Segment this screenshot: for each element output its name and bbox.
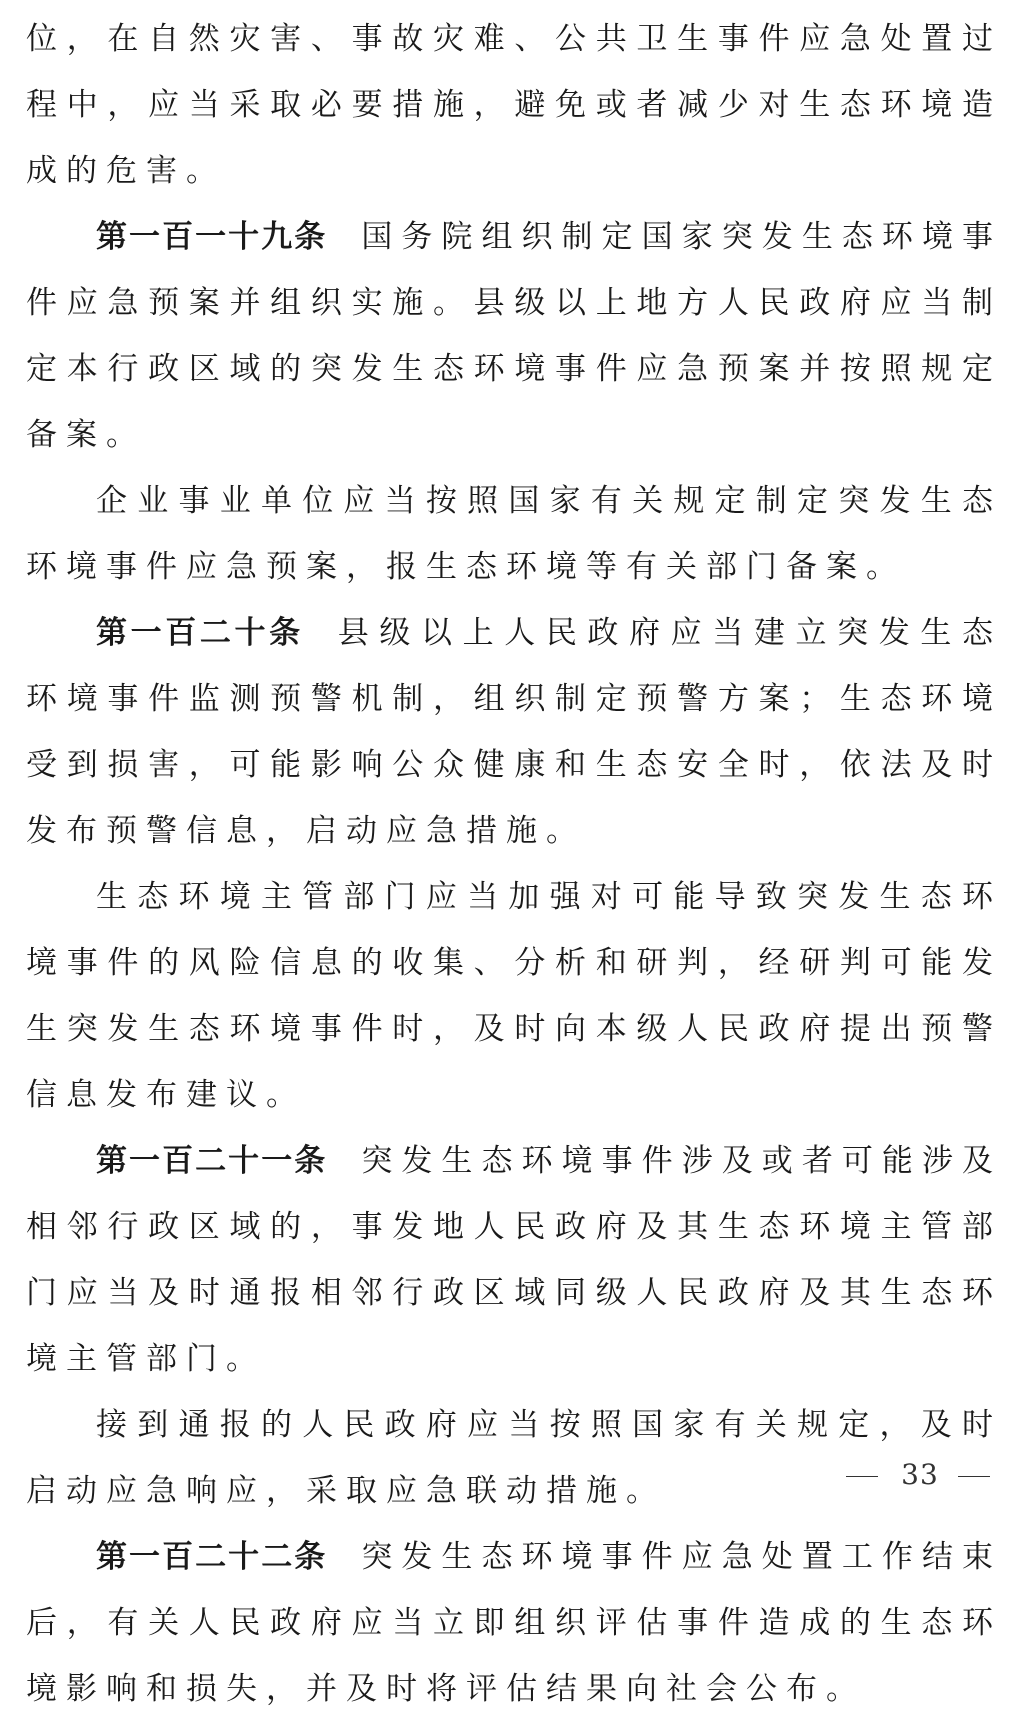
article-heading: 第一百二十条 [96,615,304,651]
article-119-paragraph-2 [26,468,1002,600]
article-heading: 第一百二十二条 [96,1539,328,1575]
paragraph-text: 县级以上人民政府应当建立突发生态环境事件监测预警机制，组织制定预警方案；生态环境受到损害，可能影响公众健康和生态安全时，依法及时发布预警信息，启动应急措施。 [26,615,1003,849]
paragraph-text: 突发生态环境事件涉及或者可能涉及相邻行政区域的，事发地人民政府及其生态环境主管部门应当及时通报相邻行政区域同级人民政府及其生态环境主管部门。 [26,1143,1003,1377]
paragraph-text: 国务院组织制定国家突发生态环境事件应急预案并组织实施。县级以上地方人民政府应当制定本行政区域的突发生态环境事件应急预案并按照规定备案。 [26,219,1003,453]
article-119 [26,204,1002,468]
paragraph-continuation [26,6,1002,204]
paragraph-text: 企业事业单位应当按照国家有关规定制定突发生态环境事件应急预案，报生态环境等有关部门备案。 [26,483,1002,585]
article-122 [26,1524,1002,1722]
article-heading: 第一百二十一条 [96,1143,328,1179]
article-heading: 第一百一十九条 [96,219,328,255]
footer-dash-right [958,1476,990,1477]
footer-dash-left [846,1476,878,1477]
page-footer [0,1456,1024,1496]
article-120-paragraph-2 [26,864,1002,1128]
article-120 [26,600,1002,864]
article-121 [26,1128,1002,1392]
paragraph-text: 位，在自然灾害、事故灾难、公共卫生事件应急处置过程中，应当采取必要措施，避免或者减少对生态环境造成的危害。 [26,21,1002,189]
page-number: 33 [901,1458,939,1491]
paragraph-text: 生态环境主管部门应当加强对可能导致突发生态环境事件的风险信息的收集、分析和研判，经研判可能发生突发生态环境事件时，及时向本级人民政府提出预警信息发布建议。 [26,879,1002,1113]
paragraph-text: 突发生态环境事件应急处置工作结束后，有关人民政府应当立即组织评估事件造成的生态环境影响和损失，并及时将评估结果向社会公布。 [26,1539,1003,1707]
paragraph-text: 接到通报的人民政府应当按照国家有关规定，及时启动应急响应，采取应急联动措施。 [26,1407,1002,1509]
